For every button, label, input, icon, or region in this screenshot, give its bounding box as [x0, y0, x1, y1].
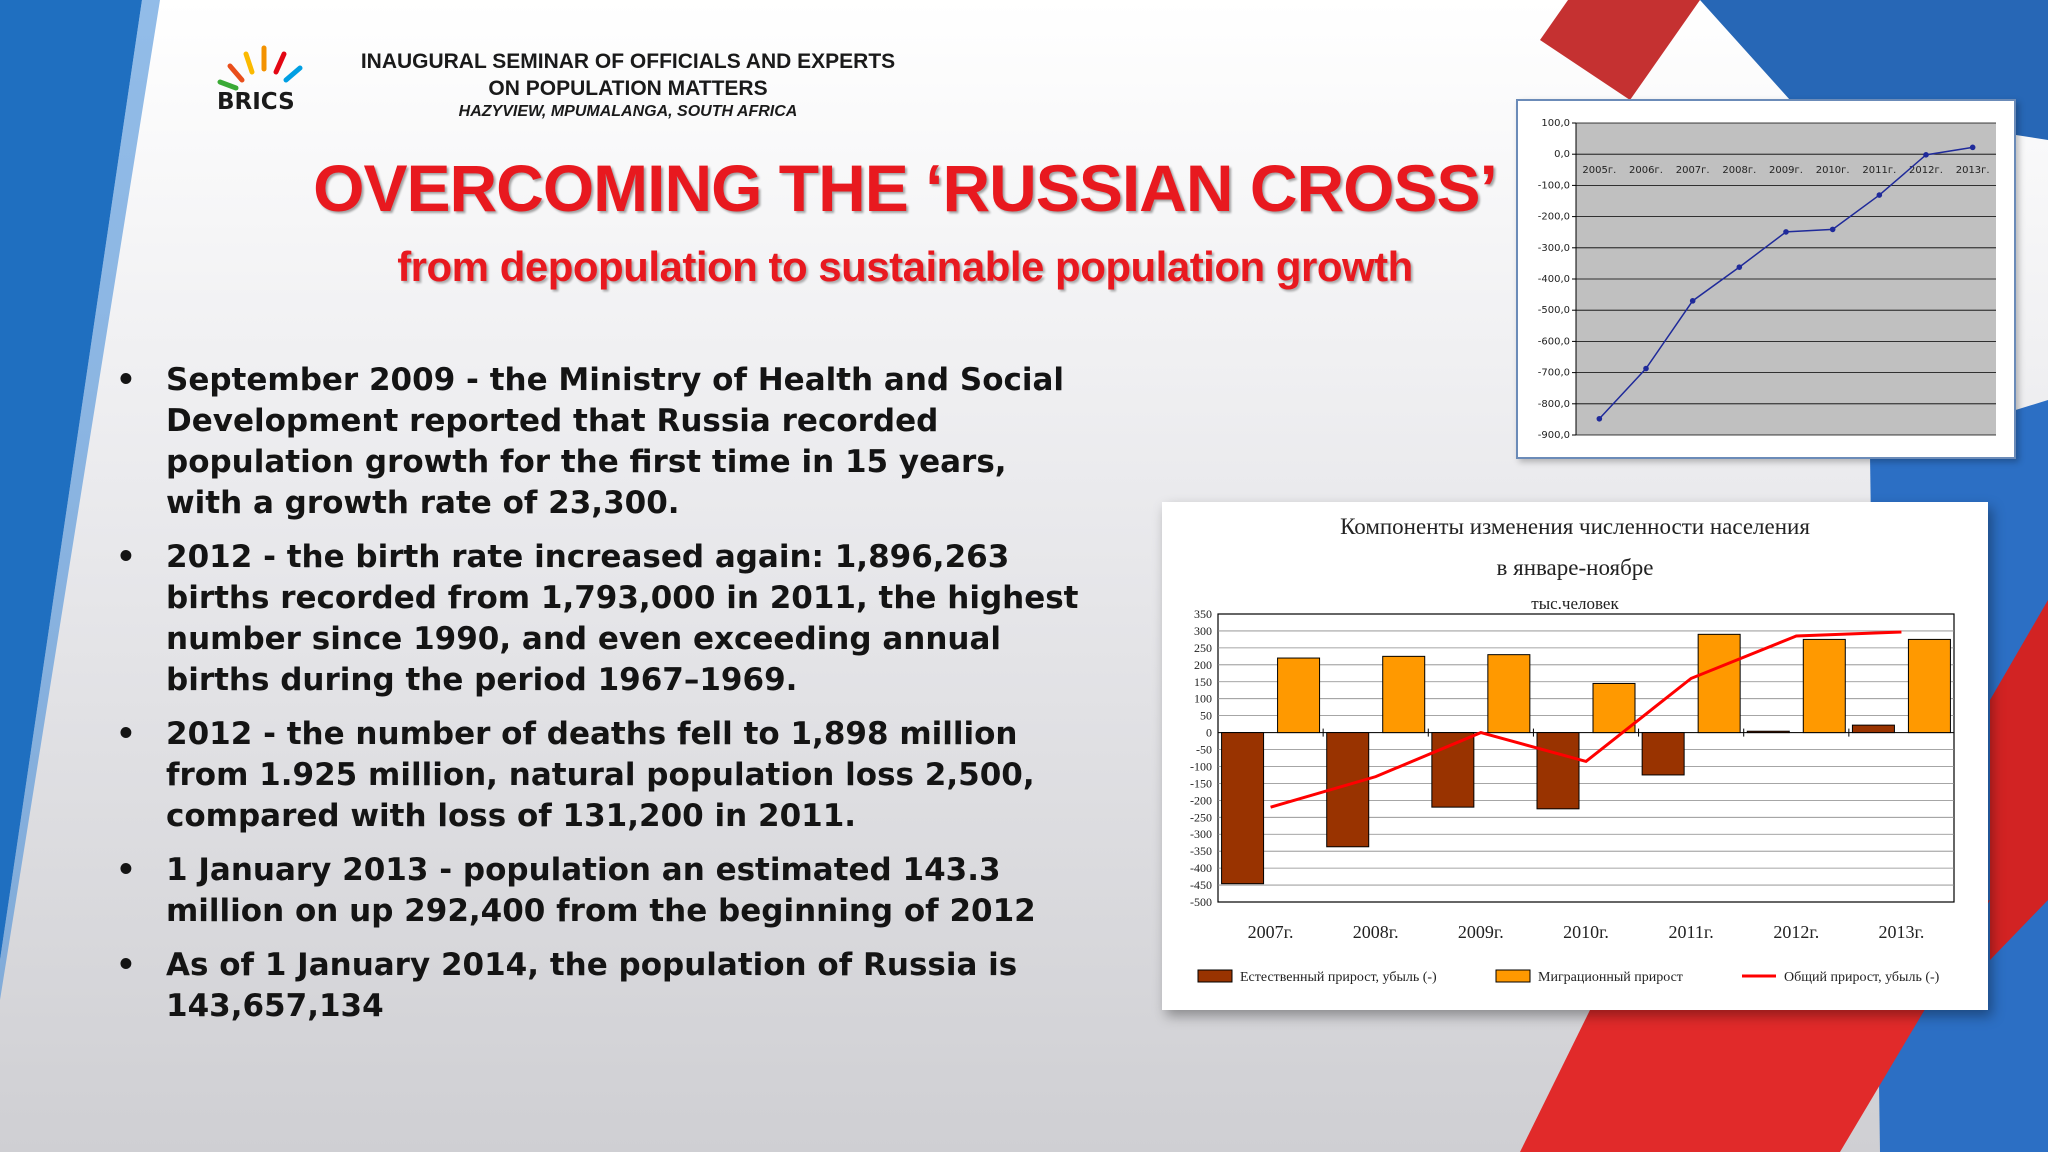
slide-title: OVERCOMING THE ‘RUSSIAN CROSS’ [313, 151, 1497, 225]
slide-subtitle: from depopulation to sustainable population growth [397, 243, 1413, 290]
data-point [1597, 416, 1603, 422]
population-components-bar-chart [1162, 502, 1988, 1010]
data-point [1923, 152, 1929, 158]
chart-subtitle: тыс.человек [1531, 594, 1619, 613]
y-tick-label: -700,0 [1537, 367, 1570, 379]
y-tick-label: -400 [1190, 861, 1212, 876]
bar-migration-growth [1593, 683, 1635, 732]
x-tick-label: 2010г. [1815, 165, 1850, 177]
y-tick-label: -450 [1190, 878, 1212, 893]
x-tick-label: 2007г. [1675, 165, 1710, 177]
y-tick-label: -800,0 [1537, 398, 1570, 410]
bar-natural-growth [1852, 725, 1894, 732]
x-tick-label: 2012г. [1909, 165, 1943, 177]
y-tick-label: 300 [1194, 623, 1212, 638]
legend-label: Общий прирост, убыль (-) [1784, 970, 1940, 985]
x-tick-label: 2006г. [1629, 165, 1663, 177]
x-tick-label: 2008г. [1722, 165, 1757, 177]
x-tick-label: 2013г. [1955, 165, 1990, 177]
bar-natural-growth [1642, 733, 1684, 775]
y-tick-label: -400,0 [1537, 274, 1570, 285]
bullet-glyph: • [116, 852, 136, 888]
x-tick-label: 2011г. [1862, 165, 1897, 177]
sun-rays-icon [220, 48, 300, 88]
legend-swatch-natural [1198, 970, 1232, 982]
chart-title-line-2: в январе-ноябре [1496, 555, 1654, 580]
bar-migration-growth [1803, 639, 1845, 732]
y-tick-label: -200 [1190, 793, 1212, 808]
x-tick-label: 2005г. [1582, 165, 1617, 177]
bullet-glyph: • [116, 362, 136, 398]
bullet-item [112, 537, 1092, 701]
y-tick-label: -100,0 [1537, 180, 1570, 192]
bar-migration-growth [1383, 656, 1425, 732]
bar-chart-svg [1162, 502, 1988, 1010]
bullet-text: 2012 - the birth rate increased again: 1,896,263 births recorded from 1,793,000 in 2011, the highest number since 1990, and even exceeding annual births during the period 1967–1969. [166, 539, 1079, 698]
population-change-line-chart [1516, 99, 2016, 459]
bar-natural-growth [1537, 733, 1579, 809]
bullet-item [112, 945, 1092, 1027]
y-tick-label: -200,0 [1537, 211, 1570, 223]
x-tick-label: 2011г. [1668, 922, 1714, 942]
x-tick-label: 2010г. [1563, 922, 1609, 942]
y-tick-label: -250 [1190, 810, 1212, 825]
y-tick-label: -150 [1190, 776, 1212, 791]
y-tick-label: -350 [1190, 844, 1212, 859]
data-point [1643, 366, 1649, 372]
y-tick-label: 150 [1194, 674, 1212, 689]
y-tick-label: -500,0 [1537, 305, 1570, 317]
bullet-text: 1 January 2013 - population an estimated 143.3 million on up 292,400 from the beginning of 2012 [166, 852, 1036, 929]
x-tick-label: 2009г. [1457, 922, 1504, 942]
y-tick-label: -50 [1196, 742, 1212, 757]
bullet-text: As of 1 January 2014, the population of Russia is 143,657,134 [166, 947, 1018, 1024]
bullet-glyph: • [116, 716, 136, 752]
y-tick-label: -900,0 [1537, 430, 1570, 441]
bullet-list [112, 360, 1092, 1040]
bar-natural-growth [1747, 731, 1789, 732]
y-tick-label: 250 [1194, 640, 1212, 655]
y-tick-label: 50 [1200, 708, 1212, 723]
top-right-red-ribbon [1540, 0, 1700, 100]
data-point [1690, 298, 1696, 304]
x-tick-label: 2009г. [1769, 165, 1803, 177]
y-tick-label: -300,0 [1537, 242, 1570, 254]
data-point [1783, 229, 1789, 235]
y-tick-label: -600,0 [1537, 336, 1570, 348]
seminar-title-line-2: ON POPULATION MATTERS [488, 77, 768, 100]
legend-label: Миграционный прирост [1538, 970, 1683, 985]
bar-migration-growth [1488, 655, 1530, 733]
bullet-item [112, 850, 1092, 932]
legend-swatch-migration [1496, 970, 1530, 982]
y-tick-label: 0 [1206, 725, 1212, 740]
logo-text: BRICS [217, 89, 295, 115]
legend-label: Естественный прирост, убыль (-) [1240, 970, 1437, 985]
x-tick-label: 2008г. [1352, 922, 1399, 942]
y-tick-label: -100 [1190, 759, 1212, 774]
chart-title: Компоненты изменения численности населения [1340, 514, 1810, 539]
bullet-text: 2012 - the number of deaths fell to 1,898 million from 1.925 million, natural population loss 2,500, compared with loss of 131,200 in 2011. [166, 716, 1035, 834]
data-point [1877, 192, 1883, 198]
bullet-text: September 2009 - the Ministry of Health and Social Development reported that Russia recorded population growth for the first time in 15 years, with a growth rate of 23,300. [166, 362, 1065, 521]
data-point [1830, 227, 1836, 233]
bullet-glyph: • [116, 947, 136, 983]
y-tick-label: 0,0 [1554, 149, 1570, 161]
y-tick-label: 350 [1194, 607, 1212, 621]
bullet-item [112, 360, 1092, 524]
y-tick-label: 100 [1194, 691, 1212, 706]
bar-migration-growth [1278, 658, 1320, 733]
seminar-location: HAZYVIEW, MPUMALANGA, SOUTH AFRICA [458, 103, 798, 120]
data-point [1970, 145, 1976, 151]
bar-natural-growth [1222, 733, 1264, 884]
bar-migration-growth [1908, 639, 1950, 732]
data-point [1737, 264, 1743, 270]
bullet-item [112, 714, 1092, 837]
x-tick-label: 2013г. [1878, 922, 1925, 942]
bar-migration-growth [1698, 634, 1740, 732]
x-tick-label: 2012г. [1773, 922, 1820, 942]
y-tick-label: -300 [1190, 827, 1212, 842]
y-tick-label: 100,0 [1541, 118, 1570, 129]
line-chart-svg [1518, 101, 2014, 457]
y-tick-label: 200 [1194, 657, 1212, 672]
y-tick-label: -500 [1190, 895, 1212, 909]
bullet-glyph: • [116, 539, 136, 575]
seminar-title-line-1: INAUGURAL SEMINAR OF OFFICIALS AND EXPERTS [360, 50, 896, 73]
x-tick-label: 2007г. [1247, 922, 1294, 942]
